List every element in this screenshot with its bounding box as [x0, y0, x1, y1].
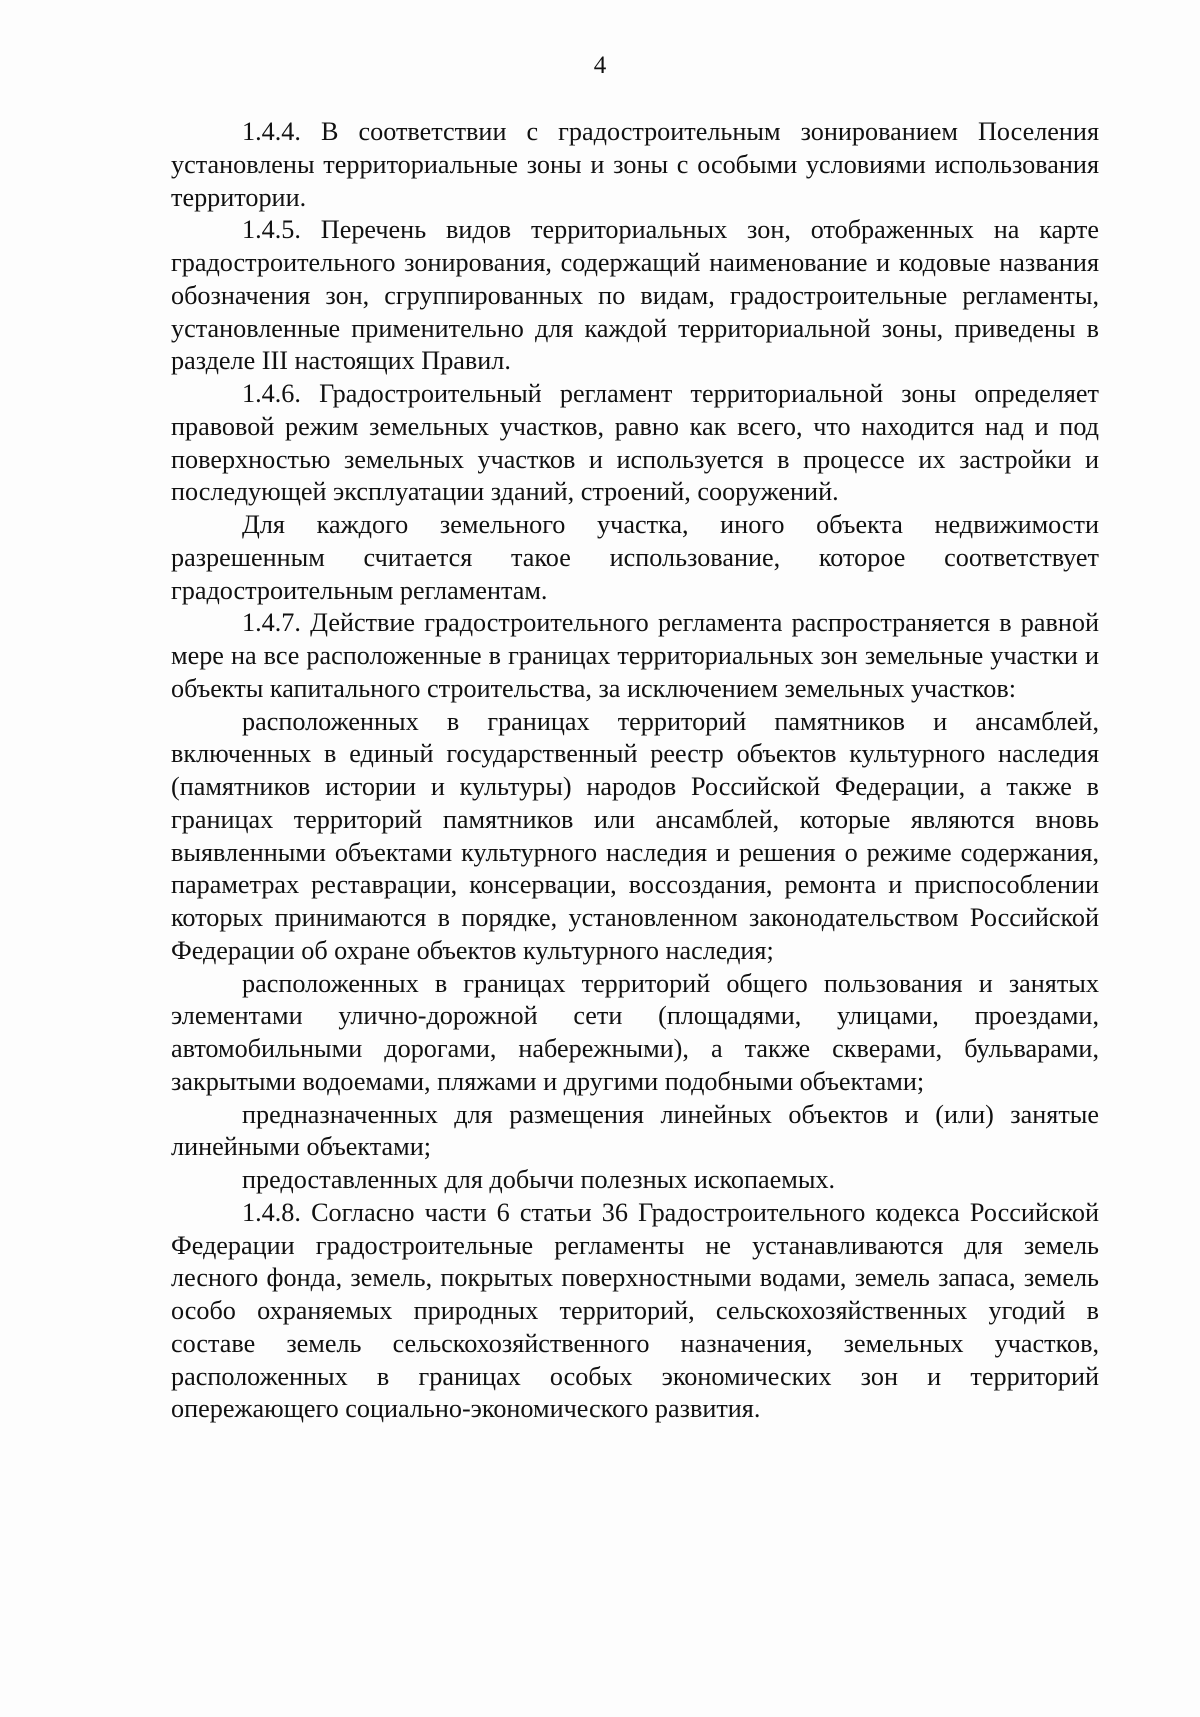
page-number: 4 — [593, 52, 607, 79]
paragraph-1-4-6: 1.4.6. Градостроительный регламент территориальной зоны определяет правовой режим земельных участков, равно как всего, что находится над и под поверхностью земельных участков и используется в процессе их застройки и последующей эксплуатации зданий, строений, сооружений. — [171, 379, 1099, 507]
paragraph-1-4-8: 1.4.8. Согласно части 6 статьи 36 Градостроительного кодекса Российской Федерации градостроительные регламенты не устанавливаются для земель лесного фонда, земель, покрытых поверхностными водами, земель запаса, земель особо охраняемых природных территорий, сельскохозяйственных угодий в составе земель сельскохозяйственного назначения, земельных участков, расположенных в границах особых экономических зон и территорий опережающего социально-экономического развития. — [171, 1197, 1099, 1424]
list-item-cultural-heritage: расположенных в границах территорий памятников и ансамблей, включенных в единый государственный реестр объектов культурного наследия (памятников истории и культуры) народов Российской Федерации, а также в границах территорий памятников или ансамблей, которые являются вновь выявленными объектами культурного наследия и решения о режиме содержания, параметрах реставрации, консервации, воссоздания, ремонта и приспособлении которых принимаются в порядке, установленном законодательством Российской Федерации об охране объектов культурного наследия; — [171, 706, 1099, 965]
list-item-linear-objects: предназначенных для размещения линейных объектов и (или) занятые линейными объектами; — [171, 1099, 1099, 1162]
paragraph-1-4-7: 1.4.7. Действие градостроительного регламента распространяется в равной мере на все расположенные в границах территориальных зон земельные участки и объекты капитального строительства, за исключением земельных участков: — [171, 608, 1099, 703]
list-item-public-areas: расположенных в границах территорий общего пользования и занятых элементами улично-дорожной сети (площадями, улицами, проездами, автомобильными дорогами, набережными), а также скверами, бульварами, закрытыми водоемами, пляжами и другими подобными объектами; — [171, 968, 1099, 1096]
document-body — [171, 116, 1099, 1426]
paragraph-1-4-5: 1.4.5. Перечень видов территориальных зон, отображенных на карте градостроительного зонирования, содержащий наименование и кодовые названия обозначения зон, сгруппированных по видам, градостроительные регламенты, установленные применительно для каждой территориальной зоны, приведены в разделе III настоящих Правил. — [171, 215, 1099, 376]
list-item-mining: предоставленных для добычи полезных ископаемых. — [242, 1165, 836, 1194]
paragraph-1-4-4: 1.4.4. В соответствии с градостроительным зонированием Поселения установлены территориальные зоны и зоны с особыми условиями использования территории. — [171, 117, 1099, 212]
paragraph-permitted-use: Для каждого земельного участка, иного объекта недвижимости разрешенным считается такое использование, которое соответствует градостроительным регламентам. — [171, 510, 1099, 605]
